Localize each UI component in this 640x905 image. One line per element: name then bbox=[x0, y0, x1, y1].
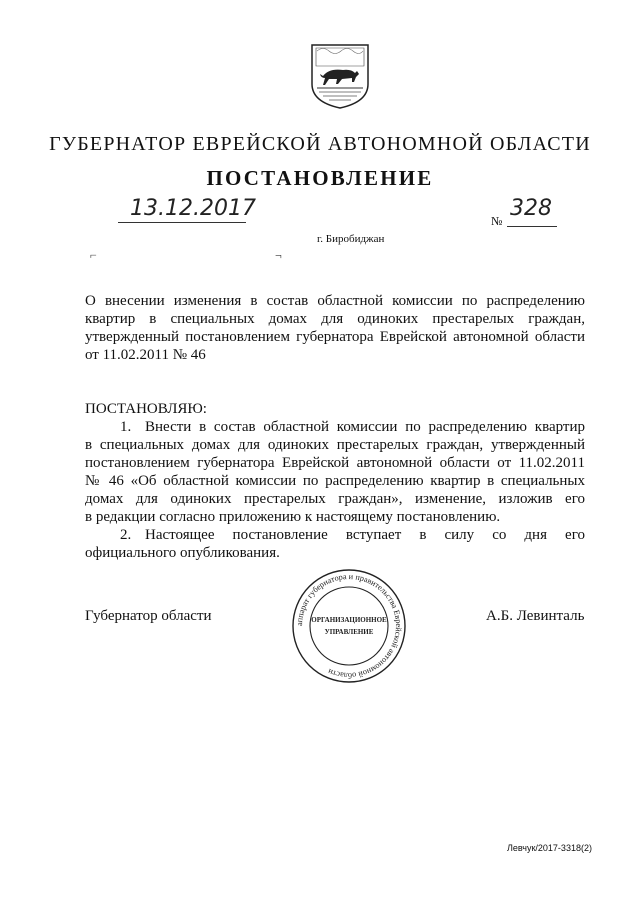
number-underline bbox=[507, 226, 557, 227]
document-type-heading: ПОСТАНОВЛЕНИЕ bbox=[206, 166, 434, 190]
signature-position: Губернатор области bbox=[85, 608, 212, 624]
subject-block bbox=[85, 292, 585, 364]
item-number: 1. bbox=[120, 419, 132, 435]
item-line: в специальных домах для одиноких престарелых граждан, утвержденный bbox=[85, 437, 585, 453]
official-stamp bbox=[290, 567, 408, 685]
decree-heading: ПОСТАНОВЛЯЮ: bbox=[85, 401, 207, 417]
subject-line: квартир в специальных домах для одиноких престарелых граждан, bbox=[85, 311, 585, 327]
number-label: № bbox=[491, 214, 503, 228]
subject-line: от 11.02.2011 № 46 bbox=[85, 347, 206, 363]
stamp-ring-text: аппарат губернатора и правительства Еврейской автономной области bbox=[294, 571, 404, 681]
city-name: г. Биробиджан bbox=[317, 233, 385, 245]
item-number: 2. bbox=[120, 527, 132, 543]
item-line: № 46 «Об областной комиссии по распределению квартир в специальных bbox=[85, 473, 585, 489]
item-line: в редакции согласно приложению к настоящему постановлению. bbox=[85, 509, 501, 525]
item-line: постановлением губернатора Еврейской автономной области от 11.02.2011 bbox=[85, 455, 585, 471]
left-corner-mark: ⌐ bbox=[90, 248, 97, 262]
coat-of-arms-emblem bbox=[309, 42, 371, 110]
svg-text:аппарат губернатора и правител bbox=[295, 572, 403, 680]
item-text: Внести в состав областной комиссии по распределению квартир bbox=[145, 419, 585, 435]
document-number: 328 bbox=[510, 196, 552, 221]
stamp-center-line: ОРГАНИЗАЦИОННОЕ bbox=[311, 616, 387, 624]
reference-code: Левчук/2017-3318(2) bbox=[507, 843, 592, 853]
item-text: официального опубликования. bbox=[85, 545, 280, 561]
date-underline bbox=[118, 222, 246, 223]
item-1-body bbox=[85, 436, 585, 526]
subject-line: утвержденный постановлением губернатора Еврейской автономной области bbox=[85, 329, 585, 345]
subject-line: О внесении изменения в состав областной комиссии по распределению bbox=[85, 293, 585, 309]
item-text: Настоящее постановление вступает в силу со дня его bbox=[145, 527, 585, 543]
authority-title: ГУБЕРНАТОР ЕВРЕЙСКОЙ АВТОНОМНОЙ ОБЛАСТИ bbox=[49, 133, 591, 155]
stamp-center-line: УПРАВЛЕНИЕ bbox=[324, 628, 374, 636]
document-date: 13.12.2017 bbox=[130, 196, 256, 221]
item-line: домах для одиноких престарелых граждан», изменение, изложив его bbox=[85, 491, 585, 507]
right-corner-mark: ¬ bbox=[275, 248, 282, 262]
signature-name: А.Б. Левинталь bbox=[486, 608, 585, 624]
